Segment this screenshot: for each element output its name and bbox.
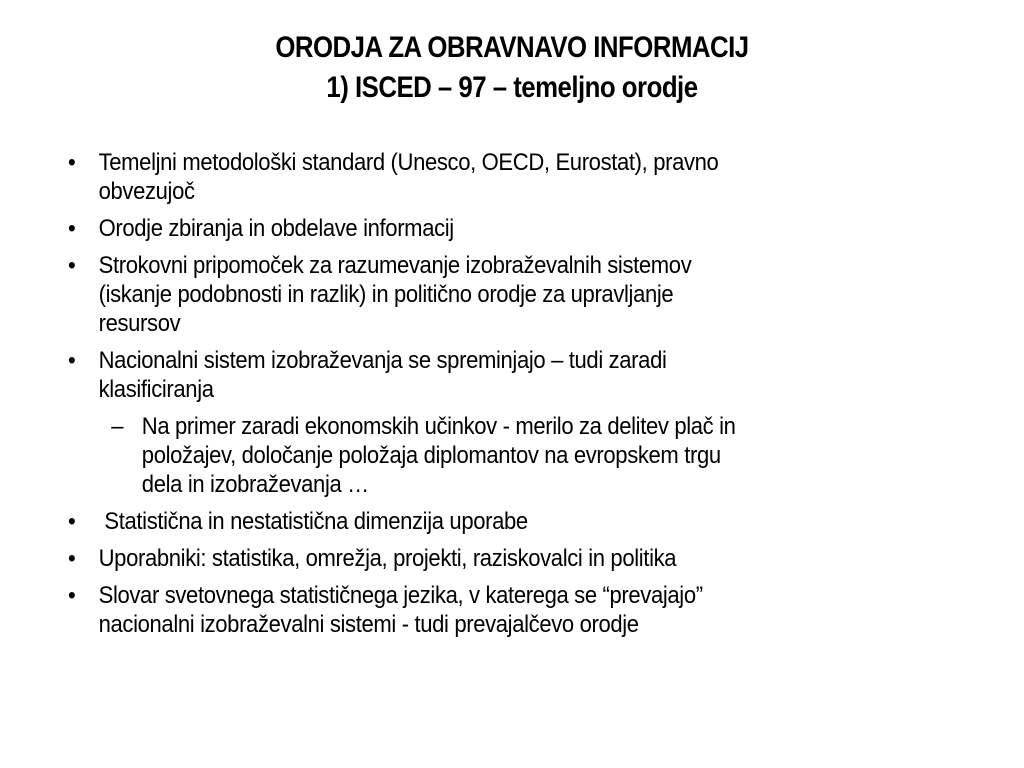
- bullet-line: Slovar svetovnega statističnega jezika, v katerega se “prevajajo”: [98, 582, 703, 609]
- bullet-text: [99, 251, 999, 338]
- sub-bullet-line: dela in izobraževanja …: [141, 471, 369, 498]
- sub-bullet-line: položajev, določanje položaja diplomantov na evropskem trgu: [141, 442, 721, 469]
- bullet-text: [99, 581, 999, 639]
- bullet-icon: •: [68, 582, 76, 609]
- bullet-line: Temeljni metodološki standard (Unesco, OECD, Eurostat), pravno: [98, 149, 719, 176]
- bullet-text: [99, 544, 999, 573]
- bullet-icon: •: [68, 347, 76, 374]
- bullet-text: [99, 148, 999, 206]
- bullet-item-national-system: [68, 346, 999, 404]
- bullet-item-standard: [68, 148, 999, 206]
- bullet-line: obvezujoč: [98, 178, 195, 205]
- bullet-icon: •: [68, 508, 76, 535]
- bullet-line: resursov: [98, 310, 181, 337]
- bullet-line: (iskanje podobnosti in razlik) in politično orodje za upravljanje: [98, 281, 674, 308]
- bullet-icon: •: [68, 215, 76, 242]
- title-line-2: 1) ISCED – 97 – temeljno orodje: [326, 71, 698, 104]
- bullet-icon: •: [68, 252, 76, 279]
- bullet-icon: •: [68, 149, 76, 176]
- bullet-line: Uporabniki: statistika, omrežja, projekti, raziskovalci in politika: [98, 545, 677, 572]
- bullet-list: [68, 148, 988, 647]
- bullet-line: Nacionalni sistem izobraževanja se spreminjajo – tudi zaradi: [98, 347, 667, 374]
- bullet-line: nacionalni izobraževalni sistemi - tudi prevajalčevo orodje: [98, 611, 639, 638]
- sub-bullet-line: Na primer zaradi ekonomskih učinkov - merilo za delitev plač in: [141, 413, 736, 440]
- bullet-item-users: [68, 544, 999, 573]
- sub-bullet-item-example: [68, 412, 1006, 499]
- bullet-line: Statistična in nestatistična dimenzija uporabe: [98, 508, 528, 535]
- title-line-1: ORODJA ZA OBRAVNAVO INFORMACIJ: [275, 31, 749, 64]
- bullet-icon: •: [68, 545, 76, 572]
- sub-bullet-text: [142, 412, 1006, 499]
- bullet-text: [99, 346, 999, 404]
- dash-icon: –: [111, 413, 124, 440]
- slide-title: [106, 28, 918, 108]
- bullet-line: Strokovni pripomoček za razumevanje izobraževalnih sistemov: [98, 252, 692, 279]
- bullet-text: [99, 214, 999, 243]
- bullet-item-dictionary: [68, 581, 999, 639]
- bullet-item-professional-tool: [68, 251, 999, 338]
- bullet-line: Orodje zbiranja in obdelave informacij: [98, 215, 454, 242]
- bullet-item-statistical-dimension: [68, 507, 999, 536]
- bullet-text: [99, 507, 999, 536]
- bullet-item-collection: [68, 214, 999, 243]
- bullet-line: klasificiranja: [98, 376, 214, 403]
